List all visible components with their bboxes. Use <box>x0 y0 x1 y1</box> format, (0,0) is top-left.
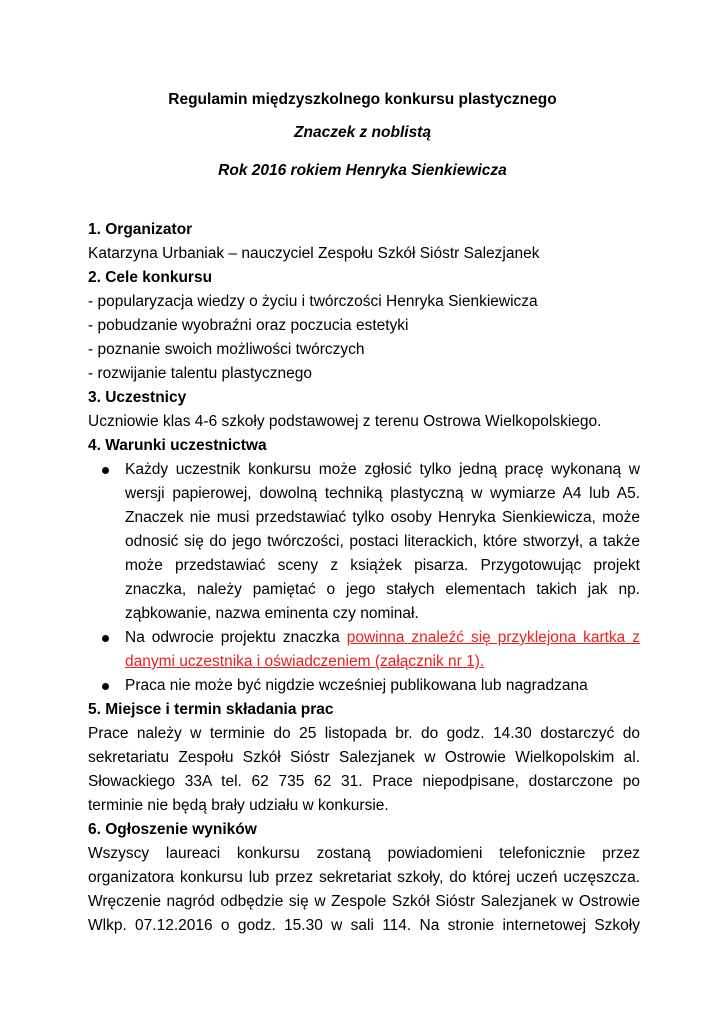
condition-item <box>88 458 640 626</box>
section-1-text: Katarzyna Urbaniak – nauczyciel Zespołu Szkół Sióstr Salezjanek <box>88 245 540 262</box>
section-5-heading: 5. Miejsce i termin składania prac <box>88 701 334 718</box>
document-subtitle: Znaczek z noblistą <box>294 124 431 141</box>
condition-text: Praca nie może być nigdzie wcześniej publikowana lub nagradzana <box>125 677 588 694</box>
goal-item: - popularyzacja wiedzy o życiu i twórczości Henryka Sienkiewicza <box>88 293 538 310</box>
conditions-list <box>88 458 640 698</box>
bullet-icon <box>102 635 109 642</box>
document-subtitle-2: Rok 2016 rokiem Henryka Sienkiewicza <box>218 162 507 179</box>
goal-item: - poznanie swoich możliwości twórczych <box>88 341 365 358</box>
section-4-heading: 4. Warunki uczestnictwa <box>88 437 267 454</box>
goal-item: - pobudzanie wyobraźni oraz poczucia estetyki <box>88 317 409 334</box>
condition-highlight: powinna znaleźć się przyklejona kartka z danymi uczestnika i oświadczeniem (załącznik nr 1). <box>125 629 641 670</box>
document-title: Regulamin międzyszkolnego konkursu plastycznego <box>168 91 557 108</box>
condition-item <box>88 626 640 674</box>
bullet-icon <box>102 683 109 690</box>
bullet-icon <box>102 467 109 474</box>
condition-item <box>88 674 640 698</box>
section-6-heading: 6. Ogłoszenie wyników <box>88 821 257 838</box>
section-3-text: Uczniowie klas 4-6 szkoły podstawowej z terenu Ostrowa Wielkopolskiego. <box>88 413 602 430</box>
goal-item: - rozwijanie talentu plastycznego <box>88 365 313 382</box>
section-5-text: Prace należy w terminie do 25 listopada br. do godz. 14.30 dostarczyć do sekretariatu Zespołu Szkół Sióstr Salezjanek w Ostrowie Wielkopolskim al. Słowackiego 33A tel. 62 735 62 31. Prace niepodpisane, dostarczone po terminie nie będą brały udziału w konkursie. <box>88 725 640 814</box>
section-3-heading: 3. Uczestnicy <box>88 389 187 406</box>
section-2-heading: 2. Cele konkursu <box>88 269 213 286</box>
condition-text: Każdy uczestnik konkursu może zgłosić tylko jedną pracę wykonaną w wersji papierowej, dowolną techniką plastyczną w wymiarze A4 lub A5. Znaczek nie musi przedstawiać tylko osoby Henryka Sienkiewicza, może odnosić się do jego twórczości, postaci literackich, które stworzył, a także może przedstawiać sceny z książek pisarza. Przygotowując projekt znaczka, należy pamiętać o jego stałych elementach takich jak np. ząbkowanie, nazwa eminenta czy nominał. <box>125 461 640 622</box>
section-1-heading: 1. Organizator <box>88 221 193 238</box>
condition-text: Na odwrocie projektu znaczka <box>125 629 347 646</box>
section-6-text: Wszyscy laureaci konkursu zostaną powiadomieni telefonicznie przez organizatora konkursu lub przez sekretariat szkoły, do której uczeń uczęszcza. Wręczenie nagród odbędzie się w Zespole Szkół Sióstr Salezjanek w Ostrowie Wlkp. 07.12.2016 o godz. 15.30 w sali 114. Na stronie internetowej Szkoły <box>88 845 640 934</box>
document-body <box>88 218 640 938</box>
